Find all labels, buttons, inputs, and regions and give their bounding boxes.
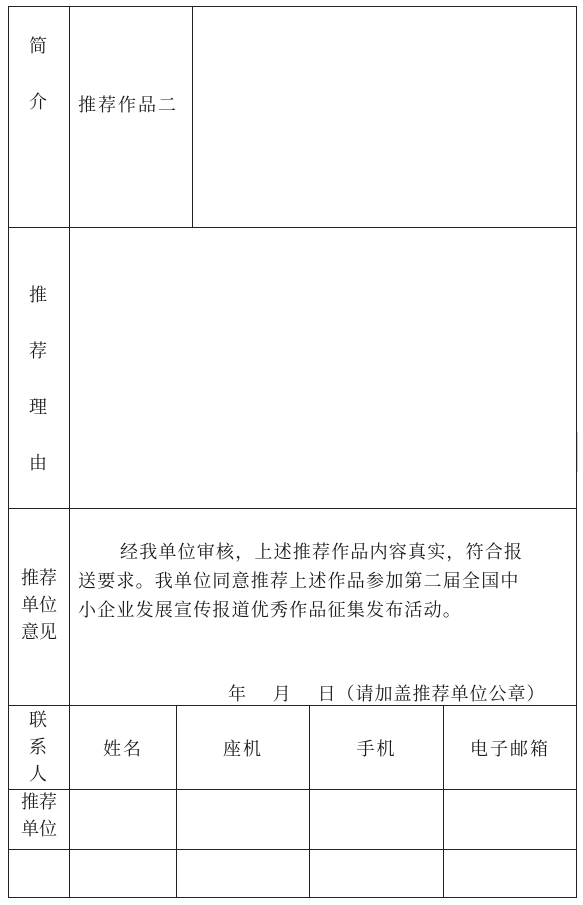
opinion-label-line-2: 单位 xyxy=(21,595,57,616)
row1-email-cell[interactable] xyxy=(444,790,576,849)
intro-content-cell[interactable] xyxy=(194,8,575,226)
row2-landline-cell[interactable] xyxy=(177,850,309,897)
reason-label-char-3: 理 xyxy=(29,397,47,418)
reason-label-char-2: 荐 xyxy=(29,341,47,362)
row2-email-cell[interactable] xyxy=(444,850,576,897)
column-header-name: 姓名 xyxy=(103,738,143,760)
page-edge-marker xyxy=(577,432,583,472)
intro-label-char-1: 简 xyxy=(29,36,47,57)
row-label-line-2: 单位 xyxy=(21,819,57,840)
row2-name-cell[interactable] xyxy=(70,850,176,897)
contact-label-char-3: 人 xyxy=(29,764,47,785)
intro-work-divider xyxy=(192,6,193,228)
reason-content-cell[interactable] xyxy=(71,229,575,507)
divider-reason-bottom xyxy=(8,508,577,509)
border-top xyxy=(8,6,577,7)
column-header-mobile: 手机 xyxy=(356,738,397,760)
column-header-email: 电子邮箱 xyxy=(470,738,550,760)
row2-mobile-cell[interactable] xyxy=(310,850,443,897)
date-seal-line: 年 月 日（请加盖推荐单位公章） xyxy=(228,684,546,705)
border-left xyxy=(8,6,9,898)
contact-label-char-2: 系 xyxy=(29,737,47,758)
opinion-paragraph-line-3: 小企业发展宣传报道优秀作品征集发布活动。 xyxy=(78,600,462,621)
reason-label-char-4: 由 xyxy=(29,453,47,474)
border-bottom xyxy=(8,897,577,898)
column-header-landline: 座机 xyxy=(223,738,263,760)
intro-label-char-2: 介 xyxy=(29,92,47,113)
row1-mobile-cell[interactable] xyxy=(310,790,443,849)
contact-label-char-1: 联 xyxy=(29,710,47,731)
divider-intro-bottom xyxy=(8,227,577,228)
opinion-paragraph-line-1: 经我单位审核，上述推荐作品内容真实，符合报 xyxy=(120,542,524,563)
row-label-line-1: 推荐 xyxy=(21,792,57,813)
reason-label-char-1: 推 xyxy=(29,285,47,306)
row2-label-cell[interactable] xyxy=(9,850,69,897)
opinion-label-line-3: 意见 xyxy=(21,622,57,643)
row1-name-cell[interactable] xyxy=(70,790,176,849)
row1-landline-cell[interactable] xyxy=(177,790,309,849)
opinion-paragraph xyxy=(78,538,574,625)
opinion-label-line-1: 推荐 xyxy=(21,568,57,589)
recommended-work-label: 推荐作品二 xyxy=(78,95,178,116)
opinion-paragraph-line-2: 送要求。我单位同意推荐上述作品参加第二届全国中 xyxy=(78,571,520,592)
